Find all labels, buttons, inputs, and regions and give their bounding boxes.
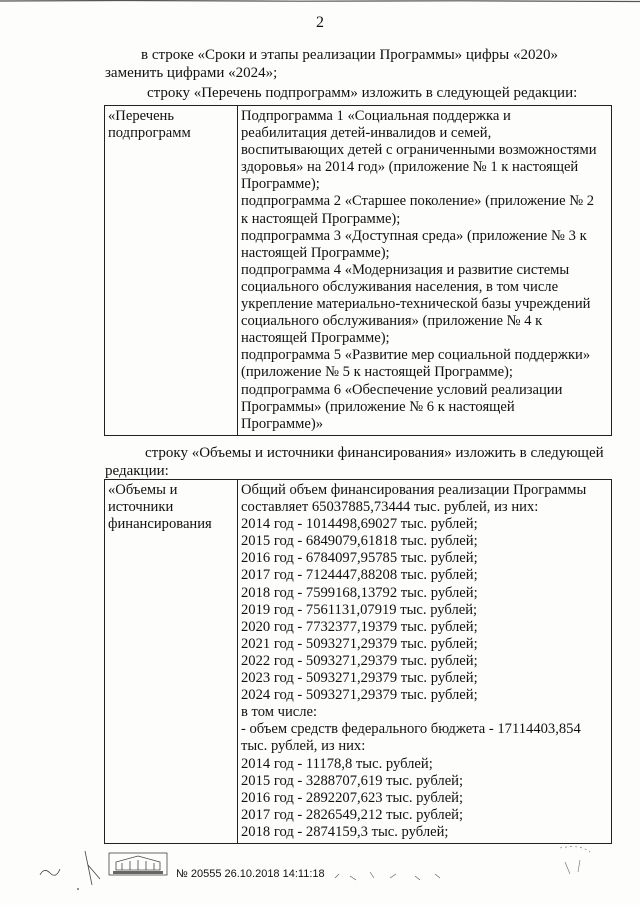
table-cell-line: социального обслуживания» (приложение № 4 к (241, 313, 543, 330)
table-cell-line: здоровья» на 2014 год» (приложение № 1 к настоящей (241, 159, 579, 176)
table-cell-line: Программе); (241, 176, 320, 193)
table-cell-line: реабилитация детей-инвалидов и семей, (241, 125, 492, 142)
table-cell-line: (приложение № 5 к настоящей Программе); (241, 364, 513, 381)
table-cell-line: 2022 год - 5093271,29379 тыс. рублей; (241, 652, 478, 669)
paragraph-line: заменить цифрами «2024»; (105, 65, 278, 81)
amendment-paragraph-1 (105, 46, 610, 82)
table-cell-line: 2014 год - 11178,8 тыс. рублей; (241, 755, 433, 772)
table-cell-line: 2023 год - 5093271,29379 тыс. рублей; (241, 670, 478, 687)
paragraph-line: редакции: (105, 463, 169, 479)
table-cell-line: 2019 год - 7561131,07919 тыс. рублей; (241, 601, 478, 618)
table-cell-line: подпрограмм (108, 125, 191, 142)
table-cell-line: подпрограмма 2 «Старшее поколение» (приложение № 2 (241, 193, 595, 210)
table-cell-line: в том числе: (241, 704, 318, 721)
table-cell-line: составляет 65037885,73444 тыс. рублей, из них: (241, 499, 539, 516)
table-cell-line: 2016 год - 2892207,623 тыс. рублей; (241, 789, 464, 806)
financing-table (104, 479, 612, 844)
table-cell-line: настоящей Программе); (241, 244, 390, 261)
building-seal-stamp (108, 852, 168, 876)
table-cell-line: 2020 год - 7732377,19379 тыс. рублей; (241, 618, 478, 635)
table-cell-line: Общий объем финансирования реализации Программы (241, 482, 587, 498)
financing-label-cell (105, 480, 238, 844)
table-cell-line: тыс. рублей, из них: (241, 738, 366, 755)
table-cell-line: 2014 год - 1014498,69027 тыс. рублей; (241, 516, 478, 533)
registration-footer: № 20555 26.10.2018 14:11:18 (176, 868, 325, 880)
table-cell-line: Программе)» (241, 415, 323, 432)
table-cell-line: 2016 год - 6784097,95785 тыс. рублей; (241, 550, 478, 567)
financing-content-cell (238, 480, 612, 844)
table-cell-line: настоящей Программе); (241, 330, 390, 347)
table-cell-line: подпрограмма 6 «Обеспечение условий реализации (241, 381, 563, 398)
amendment-paragraph-2: строку «Перечень подпрограмм» изложить в следующей редакции: (147, 85, 578, 101)
table-cell-line: 2018 год - 7599168,13792 тыс. рублей; (241, 584, 478, 601)
table-cell-line: Программы» (приложение № 6 к настоящей (241, 398, 515, 415)
table-cell-line: 2017 год - 7124447,88208 тыс. рублей; (241, 567, 478, 584)
table-cell-line: 2015 год - 3288707,619 тыс. рублей; (241, 772, 464, 789)
table-cell-line: «Перечень (108, 108, 175, 124)
table-cell-line: воспитывающих детей с ограниченными возможностями (241, 142, 597, 159)
table-cell-line: - объем средств федерального бюджета - 17114403,854 (241, 721, 581, 738)
subprograms-table (104, 105, 612, 436)
table-cell-line: подпрограмма 4 «Модернизация и развитие системы (241, 261, 570, 278)
margin-scribble (30, 845, 110, 895)
table-cell-line: «Объемы и (108, 482, 178, 498)
table-cell-line: к настоящей Программе); (241, 210, 401, 227)
subprograms-content-cell (238, 106, 612, 436)
table-cell-line: подпрограмма 3 «Доступная среда» (приложение № 3 к (241, 227, 587, 244)
scan-top-edge (0, 0, 640, 4)
amendment-paragraph-3 (105, 444, 610, 480)
table-cell-line: Подпрограмма 1 «Социальная поддержка и (241, 108, 511, 124)
paragraph-line: строку «Объемы и источники финансирования» изложить в следующей (145, 445, 604, 461)
table-cell-line: финансирования (108, 516, 212, 533)
margin-scribble (540, 842, 610, 882)
table-cell-line: 2021 год - 5093271,29379 тыс. рублей; (241, 635, 478, 652)
table-cell-line: социального обслуживания населения, в том числе (241, 278, 559, 295)
page-number: 2 (316, 14, 324, 31)
subprograms-label-cell (105, 106, 238, 436)
table-cell-line: 2024 год - 5093271,29379 тыс. рублей; (241, 687, 478, 704)
table-cell-line: подпрограмма 5 «Развитие мер социальной поддержки» (241, 347, 591, 364)
margin-scribble (330, 866, 450, 886)
table-cell-line: 2017 год - 2826549,212 тыс. рублей; (241, 806, 464, 823)
paragraph-line: в строке «Сроки и этапы реализации Программы» цифры «2020» (141, 47, 559, 63)
table-cell-line: источники (108, 499, 174, 516)
table-cell-line: 2015 год - 6849079,61818 тыс. рублей; (241, 533, 478, 550)
table-cell-line: 2018 год - 2874159,3 тыс. рублей; (241, 823, 449, 840)
table-cell-line: укрепление материально-технической базы учреждений (241, 296, 591, 313)
